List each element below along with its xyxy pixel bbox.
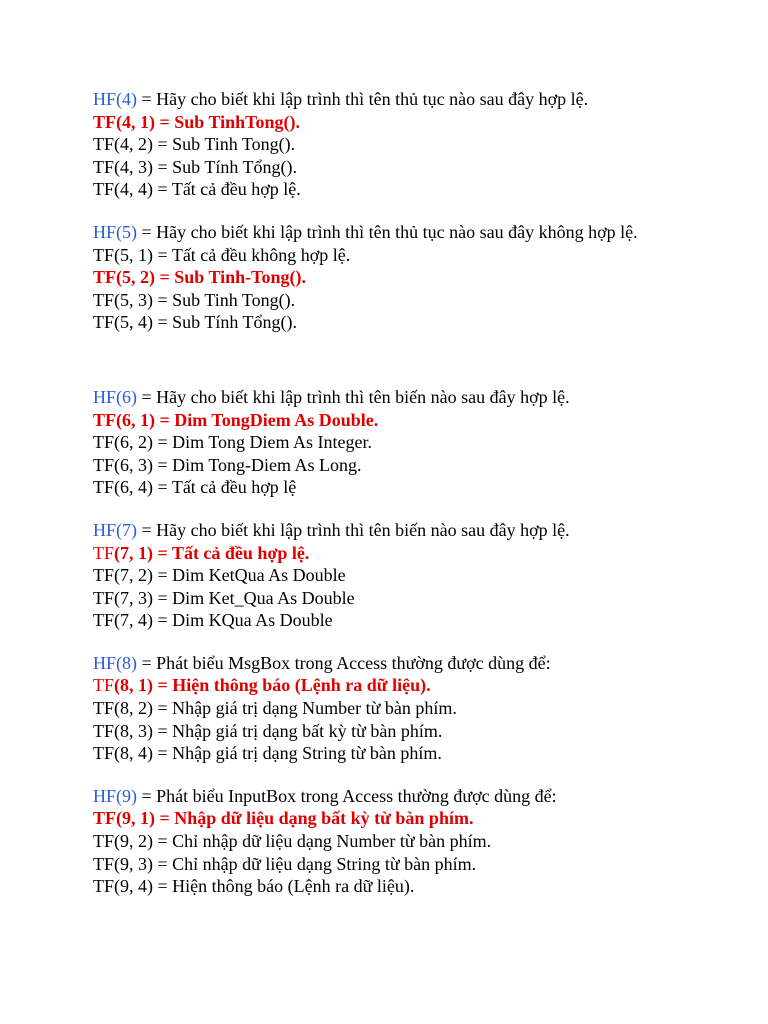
question-code: HF(9) (93, 785, 137, 806)
answer-line: TF(6, 3) = Dim Tong-Diem As Long. (93, 454, 362, 475)
answer-line: TF(7, 4) = Dim KQua As Double (93, 610, 333, 631)
answer-line: TF(7, 3) = Dim Ket_Qua As Double (93, 587, 355, 608)
answer-line-correct: TF(9, 1) = Nhập dữ liệu dạng bất kỳ từ bàn phím. (93, 808, 474, 829)
answer-line: TF(9, 4) = Hiện thông báo (Lệnh ra dữ liệu). (93, 876, 415, 897)
answer-line: TF(4, 3) = Sub Tính Tổng(). (93, 156, 297, 177)
question-block (93, 652, 693, 765)
spacer (93, 765, 693, 785)
answer-line: TF(9, 2) = Chỉ nhập dữ liệu dạng Number từ bàn phím. (93, 831, 492, 852)
question-line (93, 785, 693, 808)
question-line (93, 519, 693, 542)
question-block (93, 785, 693, 898)
answer-text: (7, 1) = Tất cả đều hợp lệ. (114, 542, 310, 563)
answer-line: TF(5, 1) = Tất cả đều không hợp lệ. (93, 244, 351, 265)
spacer (93, 499, 693, 519)
question-block (93, 88, 693, 201)
answer-line-correct (93, 542, 693, 565)
answer-text: (8, 1) = Hiện thông báo (Lệnh ra dữ liệu). (114, 675, 431, 696)
question-text: = Phát biểu MsgBox trong Access thường được dùng để: (137, 652, 551, 673)
answer-line: TF(4, 4) = Tất cả đều hợp lệ. (93, 179, 301, 200)
question-line (93, 652, 693, 675)
question-text: = Phát biểu InputBox trong Access thường được dùng để: (137, 785, 557, 806)
answer-line: TF(9, 3) = Chỉ nhập dữ liệu dạng String từ bàn phím. (93, 853, 477, 874)
question-code: HF(7) (93, 519, 137, 540)
question-text: = Hãy cho biết khi lập trình thì tên biến nào sau đây hợp lệ. (137, 386, 570, 407)
answer-line: TF(4, 2) = Sub Tinh Tong(). (93, 134, 296, 155)
question-block (93, 386, 693, 499)
answer-line: TF(8, 3) = Nhập giá trị dạng bất kỳ từ bàn phím. (93, 720, 443, 741)
question-text: = Hãy cho biết khi lập trình thì tên thủ tục nào sau đây không hợp lệ. (137, 221, 638, 242)
answer-line: TF(5, 4) = Sub Tính Tổng(). (93, 312, 297, 333)
question-text: = Hãy cho biết khi lập trình thì tên biến nào sau đây hợp lệ. (137, 519, 570, 540)
question-line (93, 88, 693, 111)
answer-line-correct (93, 674, 693, 697)
spacer (93, 334, 693, 386)
answer-prefix: TF (93, 675, 115, 696)
spacer (93, 201, 693, 221)
question-block (93, 519, 693, 632)
answer-prefix: TF (93, 542, 115, 563)
answer-line-correct: TF(6, 1) = Dim TongDiem As Double. (93, 409, 379, 430)
answer-line: TF(8, 4) = Nhập giá trị dạng String từ bàn phím. (93, 743, 442, 764)
question-text: = Hãy cho biết khi lập trình thì tên thủ tục nào sau đây hợp lệ. (137, 89, 589, 109)
question-code: HF(5) (93, 221, 137, 242)
answer-line-correct: TF(4, 1) = Sub TinhTong(). (93, 111, 301, 132)
answer-line: TF(6, 2) = Dim Tong Diem As Integer. (93, 432, 373, 453)
question-code: HF(4) (93, 89, 137, 109)
question-code: HF(8) (93, 652, 137, 673)
answer-line-correct: TF(5, 2) = Sub Tinh-Tong(). (93, 267, 307, 288)
question-line (93, 386, 693, 409)
question-block (93, 221, 693, 334)
spacer (93, 632, 693, 652)
answer-line: TF(7, 2) = Dim KetQua As Double (93, 565, 346, 586)
answer-line: TF(5, 3) = Sub Tinh Tong(). (93, 289, 296, 310)
question-code: HF(6) (93, 386, 137, 407)
answer-line: TF(6, 4) = Tất cả đều hợp lệ (93, 477, 297, 498)
answer-line: TF(8, 2) = Nhập giá trị dạng Number từ bàn phím. (93, 698, 457, 719)
question-line (93, 221, 663, 244)
document-page (93, 88, 693, 898)
